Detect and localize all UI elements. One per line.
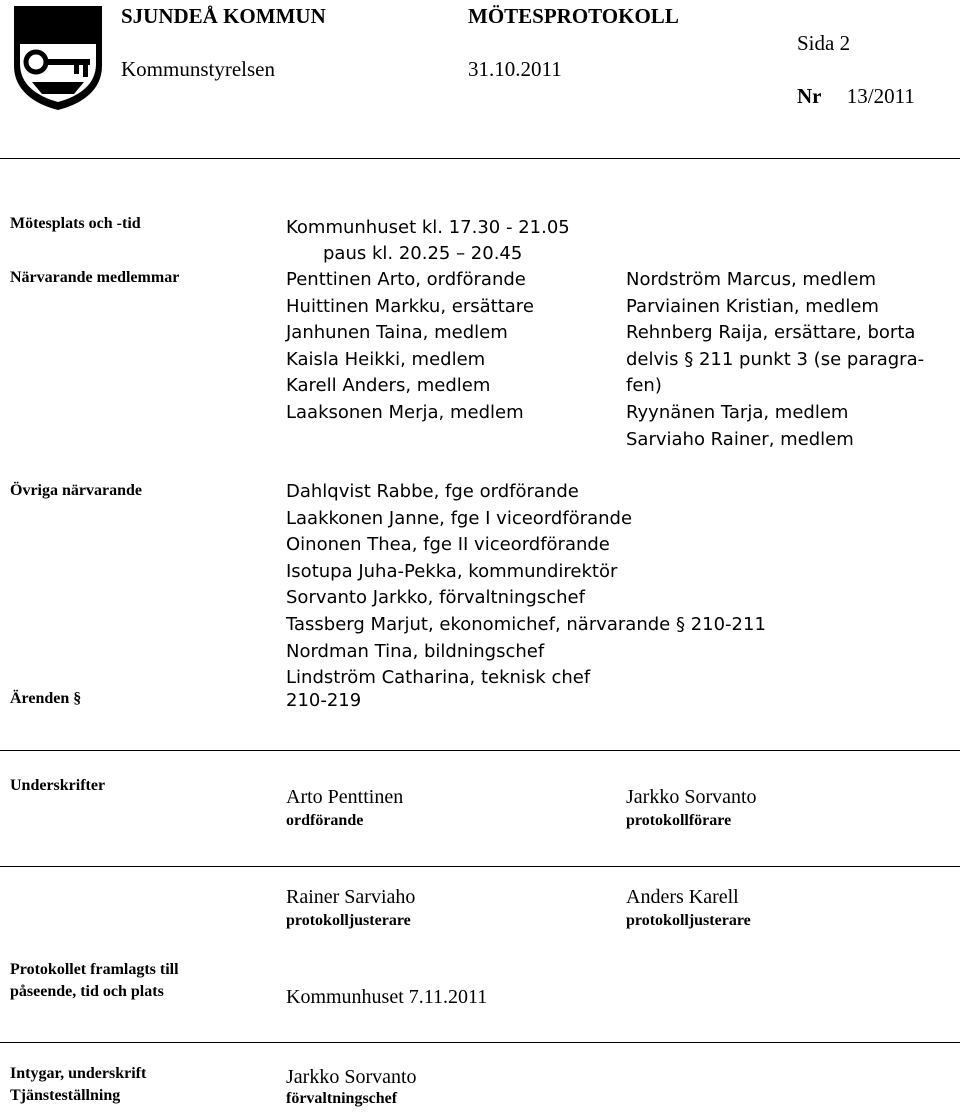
member-entry: Karell Anders, medlem [286,375,491,397]
matters-label: Ärenden § [10,690,82,707]
signer-4-name: Anders Karell [626,886,739,908]
protocol-number-label: Nr [797,84,822,108]
members-label: Närvarande medlemmar [10,269,180,286]
member-entry: Huittinen Markku, ersättare [286,295,534,317]
other-attendee: Tassberg Marjut, ekonomichef, närvarande § 210-211 [286,613,766,635]
municipality-name: SJUNDEÅ KOMMUN [121,4,326,28]
certificate-label-line: Tjänsteställning [10,1087,121,1104]
member-entry: Sarviaho Rainer, medlem [626,428,854,450]
other-attendee: Nordman Tina, bildningschef [286,640,545,662]
signer-2-role: protokollförare [626,812,732,829]
page-number: Sida 2 [797,31,851,55]
protocol-number [797,84,915,109]
header-divider [0,158,960,159]
member-entry: Penttinen Arto, ordförande [286,269,526,290]
matters-value: 210-219 [286,690,362,711]
other-attendee: Laakkonen Janne, fge I viceordförande [286,507,633,529]
signer-1-role: ordförande [286,812,364,829]
other-attendee: Oinonen Thea, fge II viceordförande [286,534,610,556]
other-attendee: Sorvanto Jarkko, förvaltningschef [286,587,585,609]
display-value: Kommunhuset 7.11.2011 [286,986,488,1008]
signer-2-name: Jarkko Sorvanto [626,786,757,808]
signer-3-role: protokolljusterare [286,912,411,929]
other-attendee: Dahlqvist Rabbe, fge ordförande [286,481,579,502]
display-label-line: Protokollet framlagts till [10,961,179,978]
protocol-number-value: 13/2011 [846,84,915,108]
document-type: MÖTESPROTOKOLL [468,4,679,28]
meeting-pause: paus kl. 20.25 – 20.45 [323,243,523,264]
signer-1-name: Arto Penttinen [286,786,404,808]
certifier-role: förvaltningschef [286,1090,398,1107]
member-entry: Parviainen Kristian, medlem [626,295,879,317]
section-divider [0,1042,960,1043]
signer-3-name: Rainer Sarviaho [286,886,416,908]
certificate-label-line: Intygar, underskrift [10,1065,147,1082]
municipality-coat-of-arms [12,4,104,112]
other-attendee: Isotupa Juha-Pekka, kommundirektör [286,560,618,582]
member-entry: fen) [626,375,662,397]
display-label [10,959,179,1003]
member-entry: delvis § 211 punkt 3 (se paragra- [626,348,925,370]
board-name: Kommunstyrelsen [121,57,275,81]
signer-4-role: protokolljusterare [626,912,751,929]
meeting-label: Mötesplats och -tid [10,215,141,232]
member-entry: Rehnberg Raija, ersättare, borta [626,322,916,344]
display-label-line: påseende, tid och plats [10,983,164,1000]
certifier-name: Jarkko Sorvanto [286,1066,417,1088]
member-entry: Kaisla Heikki, medlem [286,348,486,370]
members-column-2 [626,267,924,453]
certificate-label [10,1063,146,1107]
section-divider [0,866,960,867]
signatures-label: Underskrifter [10,777,106,794]
others-list [286,479,766,692]
member-entry: Janhunen Taina, medlem [286,322,508,344]
other-attendee: Lindström Catharina, teknisk chef [286,667,591,689]
members-column-1 [286,267,534,427]
member-entry: Laaksonen Merja, medlem [286,401,524,423]
others-label: Övriga närvarande [10,482,142,499]
meeting-place-time: Kommunhuset kl. 17.30 - 21.05 [286,217,570,238]
member-entry: Nordström Marcus, medlem [626,269,877,290]
section-divider [0,750,960,751]
meeting-date: 31.10.2011 [468,57,562,81]
member-entry: Ryynänen Tarja, medlem [626,401,849,423]
